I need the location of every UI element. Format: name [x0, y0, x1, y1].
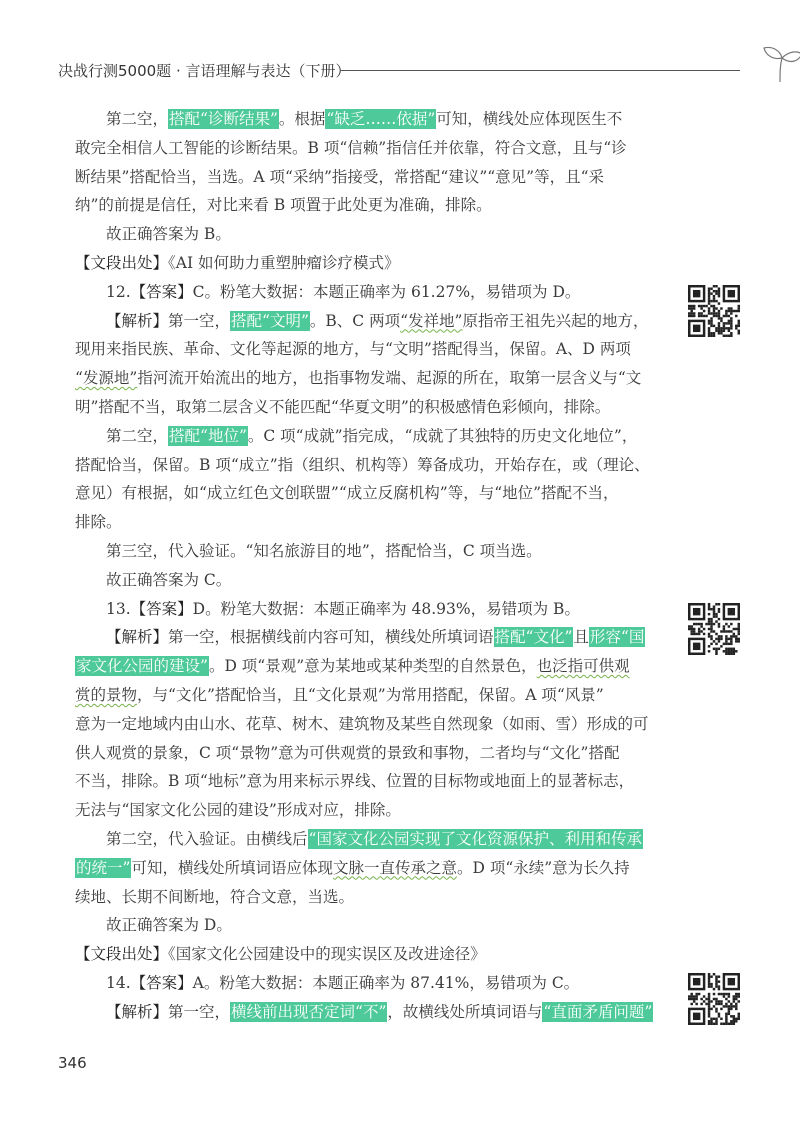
- highlight: 的统一”: [76, 858, 131, 877]
- text-line: 排除。: [75, 513, 122, 532]
- text-line: “发源地”指河流开始流出的地方，也指事物发端、起源的所在，取第一层含义与“文: [75, 369, 642, 388]
- wavy-underline: 也泛指可供观: [536, 657, 630, 676]
- text-line: 现用来指民族、革命、文化等起源的地方，与“文明”搭配得当，保留。A、D 两项: [75, 340, 631, 359]
- text-line: 【解析】第一空，搭配“文明”。B、C 两项“发祥地”原指帝王祖先兴起的地方，: [106, 311, 649, 330]
- page-header: [58, 60, 738, 84]
- highlight: 搭配“文化”: [494, 628, 573, 647]
- highlight: 形容“国: [589, 628, 645, 647]
- highlight: 家文化公园的建设”: [76, 657, 208, 676]
- highlight: “缺乏……依据”: [326, 110, 436, 128]
- text-line: 敢完全相信人工智能的诊断结果。B 项“信赖”指信任并依靠，符合文意，且与“诊: [75, 138, 627, 157]
- highlight: 搭配“地位”: [169, 426, 247, 445]
- text-line: 【解析】第一空，根据横线前内容可知，横线处所填词语搭配“文化”且形容“国: [106, 628, 645, 647]
- sprout-icon: [760, 42, 800, 84]
- answer-line: 故正确答案为 C。: [106, 570, 232, 589]
- qr-code-icon[interactable]: [688, 973, 740, 1025]
- header-rule: [340, 70, 740, 71]
- wavy-underline: 赏的景物: [75, 685, 138, 704]
- text-line: 续地、长期不间断地，符合文意，当选。: [75, 887, 355, 906]
- question-answer-line: 14.【答案】A。粉笔大数据：本题正确率为 87.41%，易错项为 C。: [106, 973, 580, 992]
- text-line: 第三空，代入验证。“知名旅游目的地”，搭配恰当，C 项当选。: [106, 541, 542, 560]
- highlight: “直面矛盾问题”: [543, 1002, 653, 1021]
- text-line: 搭配恰当，保留。B 项“成立”指（组织、机构等）筹备成功，开始存在，或（理论、: [75, 455, 650, 474]
- text-line: 断结果”搭配恰当，当选。A 项“采纳”指接受，常搭配“建议”“意见”等，且“采: [75, 167, 605, 186]
- text-line: 不当，排除。B 项“地标”意为用来标示界线、位置的目标物或地面上的显著标志，: [75, 772, 635, 791]
- highlight: 横线前出现否定词“不”: [231, 1002, 387, 1021]
- book-title: 决战行测5000题 · 言语理解与表达（下册）: [58, 62, 351, 80]
- highlight: “国家文化公园实现了文化资源保护、利用和传承: [308, 829, 642, 848]
- answer-line: 故正确答案为 D。: [106, 916, 232, 935]
- text-line: 明”搭配不当，取第二层含义不能匹配“华夏文明”的积极感情色彩倾向，排除。: [75, 397, 611, 416]
- text-line: 第二空，搭配“诊断结果”。根据“缺乏……依据”可知，横线处应体现医生不: [106, 110, 623, 128]
- answer-line: 故正确答案为 B。: [106, 225, 231, 244]
- wavy-underline: “发源地”: [75, 369, 138, 388]
- text-line: 的统一”可知，横线处所填词语应体现文脉一直传承之意。D 项“永续”意为长久持: [76, 858, 630, 877]
- text-line: 纳”的前提是信任，对比来看 B 项置于此处更为准确，排除。: [75, 196, 492, 215]
- text-line: 意见）有根据，如“成立红色文创联盟”“成立反腐机构”等，与“地位”搭配不当，: [75, 484, 619, 503]
- text-line: 赏的景物，与“文化”搭配恰当，且“文化景观”为常用搭配，保留。A 项“风景”: [75, 685, 604, 704]
- qr-code-icon[interactable]: [688, 603, 740, 655]
- qr-code-icon[interactable]: [688, 285, 740, 337]
- question-answer-line: 12.【答案】C。粉笔大数据：本题正确率为 61.27%，易错项为 D。: [106, 282, 581, 301]
- question-answer-line: 13.【答案】D。粉笔大数据：本题正确率为 48.93%，易错项为 B。: [106, 599, 580, 618]
- wavy-underline: 文脉一直传承之意: [332, 858, 457, 877]
- text-line: 【解析】第一空，横线前出现否定词“不”，故横线处所填词语与“直面矛盾问题”: [106, 1002, 653, 1021]
- page-body: [75, 105, 667, 1027]
- text-line: 家文化公园的建设”。D 项“景观”意为某地或某种类型的自然景色，也泛指可供观: [76, 657, 630, 676]
- source-line: 【文段出处】《AI 如何助力重塑肿瘤诊疗模式》: [75, 253, 400, 272]
- text-line: 第二空，代入验证。由横线后“国家文化公园实现了文化资源保护、利用和传承: [106, 829, 642, 848]
- text-line: 第二空，搭配“地位”。C 项“成就”指完成，“成就了其独特的历史文化地位”，: [106, 426, 638, 445]
- text-line: 意为一定地域内由山水、花草、树木、建筑物及某些自然现象（如雨、雪）形成的可: [75, 714, 649, 733]
- text-line: 无法与“国家文化公园的建设”形成对应，排除。: [75, 801, 401, 820]
- highlight: 搭配“文明”: [231, 311, 309, 330]
- page-number: 346: [58, 1054, 87, 1072]
- text-line: 供人观赏的景象，C 项“景物”意为可供观赏的景致和事物，二者均与“文化”搭配: [75, 743, 620, 762]
- highlight: 搭配“诊断结果”: [169, 110, 278, 128]
- wavy-underline: “发祥地”: [400, 311, 463, 330]
- source-line: 【文段出处】《国家文化公园建设中的现实误区及改进途径》: [75, 945, 486, 964]
